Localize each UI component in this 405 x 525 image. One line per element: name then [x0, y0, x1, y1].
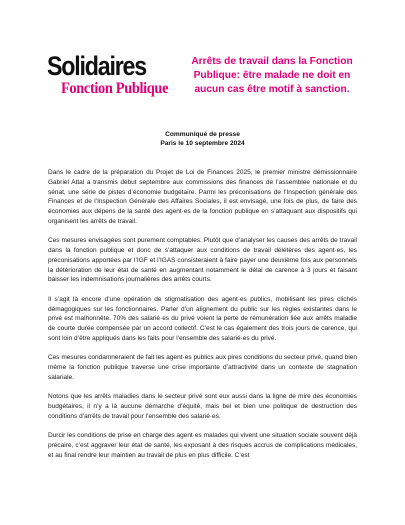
headline-line-2: Publique: être malade ne doit en — [193, 70, 351, 81]
paragraph: Ces mesures condamneraient de fait les agent·es publics aux pires conditions du secteur privé, quand bien même la fonction publique traverse une crise importante d’attractivité dans un contexte de stagnation salariale. — [48, 354, 357, 381]
paragraph: Ces mesures envisagées sont purement comptables. Plutôt que d’analyser les causes des arrêts de travail dans la fonction publique et donc de s’attaquer aux conditions de travail délétères des agent·es, les préconisations apportées par l’IGF et l’IGAS consisteraient à faire payer une deuxième fois aux personnels la détérioration de leur état de santé en augmentant notamment le délai de carence à 3 jours et faisant baisser les indemnisations journalières des arrêts courts. — [48, 237, 357, 284]
press-release-label: Communiqué de presse — [165, 131, 240, 138]
headline — [183, 55, 361, 97]
headline-line-1: Arrêts de travail dans la Fonction — [191, 56, 353, 67]
headline-line-3: aucun cas être motif à sanction. — [194, 84, 350, 95]
paragraph: Dans le cadre de la préparation du Projet de Loi de Finances 2025, le premier ministre démissionnaire Gabriel Attal a transmis début septembre aux commissions des finances de l’assemblée nationale et du sénat, une série de pistes d’économie budgétaire. Parmi les préconisations de l’Inspection générale des Finances et de l’Inspection Générale des Affaires Sociales, il est envisagé, une fois de plus, de faire des économies aux dépens de la santé des agent·es de la fonction publique en s’attaquant aux dispositifs qui organisent les arrêts de travail. — [48, 169, 357, 225]
paragraph: Notons que les arrêts maladies dans le secteur privé sont eux aussi dans la ligne de mire des économies budgétaires, il n’y a là aucune démarche d’équité, mais bel et bien une politique de destruction des conditions d’arrêts de travail pour l’ensemble des salarié·es. — [48, 393, 357, 420]
paragraph: Il s’agit là encore d’une opération de stigmatisation des agent·es publics, mobilisant les pires clichés démagogiques sur les fonctionnaires. Parler d’un alignement du public sur les règles existantes dans le privé est malhonnête. 70% des salarié·es du privé voient la perte de rémunération liée aux arrêts maladie de courte durée compensée par un accord collectif. C’est le cas également des trois jours de carence, qui sont loin d’être appliqués dans les faits pour l’ensemble des salarié·es du privé. — [48, 295, 357, 342]
logo-line-2: Fonction Publique — [61, 80, 169, 97]
solidaires-logo — [47, 52, 175, 102]
press-release-date: Paris le 10 septembre 2024 — [160, 140, 245, 147]
body-text — [48, 168, 357, 470]
paragraph: Durcir les conditions de prise en charge des agent·es malades qui vivent une situation sociale souvent déjà précaire, c’est aggraver leur état de santé, les exposant à des risques accrus de complications médicales, et au final rendre leur maintien au travail de plus en plus difficile. C’est — [48, 432, 357, 459]
logo-line-1: Solidaires — [47, 51, 146, 81]
